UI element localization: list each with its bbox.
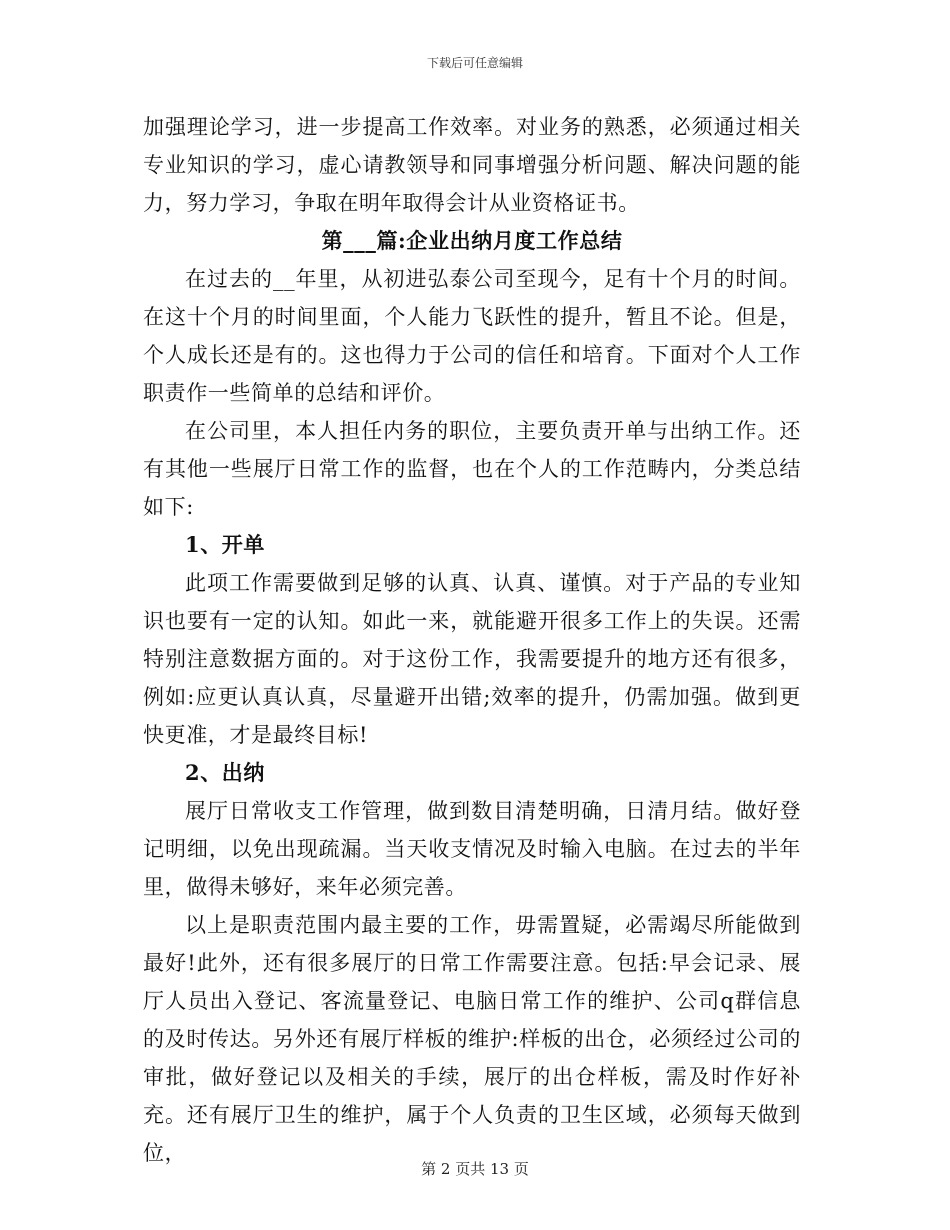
- page-footer: 第 2 页共 13 页: [421, 1160, 529, 1178]
- paragraph: 在公司里，本人担任内务的职位，主要负责开单与出纳工作。还有其他一些展厅日常工作的监督，也在个人的工作范畴内，分类总结如下:: [143, 419, 801, 519]
- paragraph: 加强理论学习，进一步提高工作效率。对业务的熟悉，必须通过相关专业知识的学习，虚心请教领导和同事增强分析问题、解决问题的能力，努力学习，争取在明年取得会计从业资格证书。: [143, 115, 801, 215]
- paragraph: 展厅日常收支工作管理，做到数目清楚明确，日清月结。做好登记明细，以免出现疏漏。当天收支情况及时输入电脑。在过去的半年里，做得未够好，来年必须完善。: [143, 799, 801, 899]
- subsection-heading: 2、出纳: [185, 760, 266, 785]
- section-title: 第___篇:企业出纳月度工作总结: [321, 228, 623, 253]
- paragraph: 在过去的__年里，从初进弘泰公司至现今，足有十个月的时间。在这十个月的时间里面，个人能力飞跃性的提升，暂且不论。但是，个人成长还是有的。这也得力于公司的信任和培育。下面对个人工作职责作一些简单的总结和评价。: [143, 267, 801, 405]
- page-header: 下载后可任意编辑: [426, 56, 523, 70]
- document-body: [143, 108, 801, 1172]
- paragraph: 此项工作需要做到足够的认真、认真、谨慎。对于产品的专业知识也要有一定的认知。如此一来，就能避开很多工作上的失误。还需特别注意数据方面的。对于这份工作，我需要提升的地方还有很多，例如:应更认真认真，尽量避开出错;效率的提升，仍需加强。做到更快更准，才是最终目标!: [143, 571, 801, 747]
- subsection-heading: 1、开单: [185, 532, 266, 557]
- paragraph: 以上是职责范围内最主要的工作，毋需置疑，必需竭尽所能做到最好!此外，还有很多展厅的日常工作需要注意。包括:早会记录、展厅人员出入登记、客流量登记、电脑日常工作的维护、公司q群信息的及时传达。另外还有展厅样板的维护:样板的出仓，必须经过公司的审批，做好登记以及相关的手续，展厅的出仓样板，需及时作好补充。还有展厅卫生的维护，属于个人负责的卫生区域，必须每天做到位，: [143, 913, 801, 1165]
